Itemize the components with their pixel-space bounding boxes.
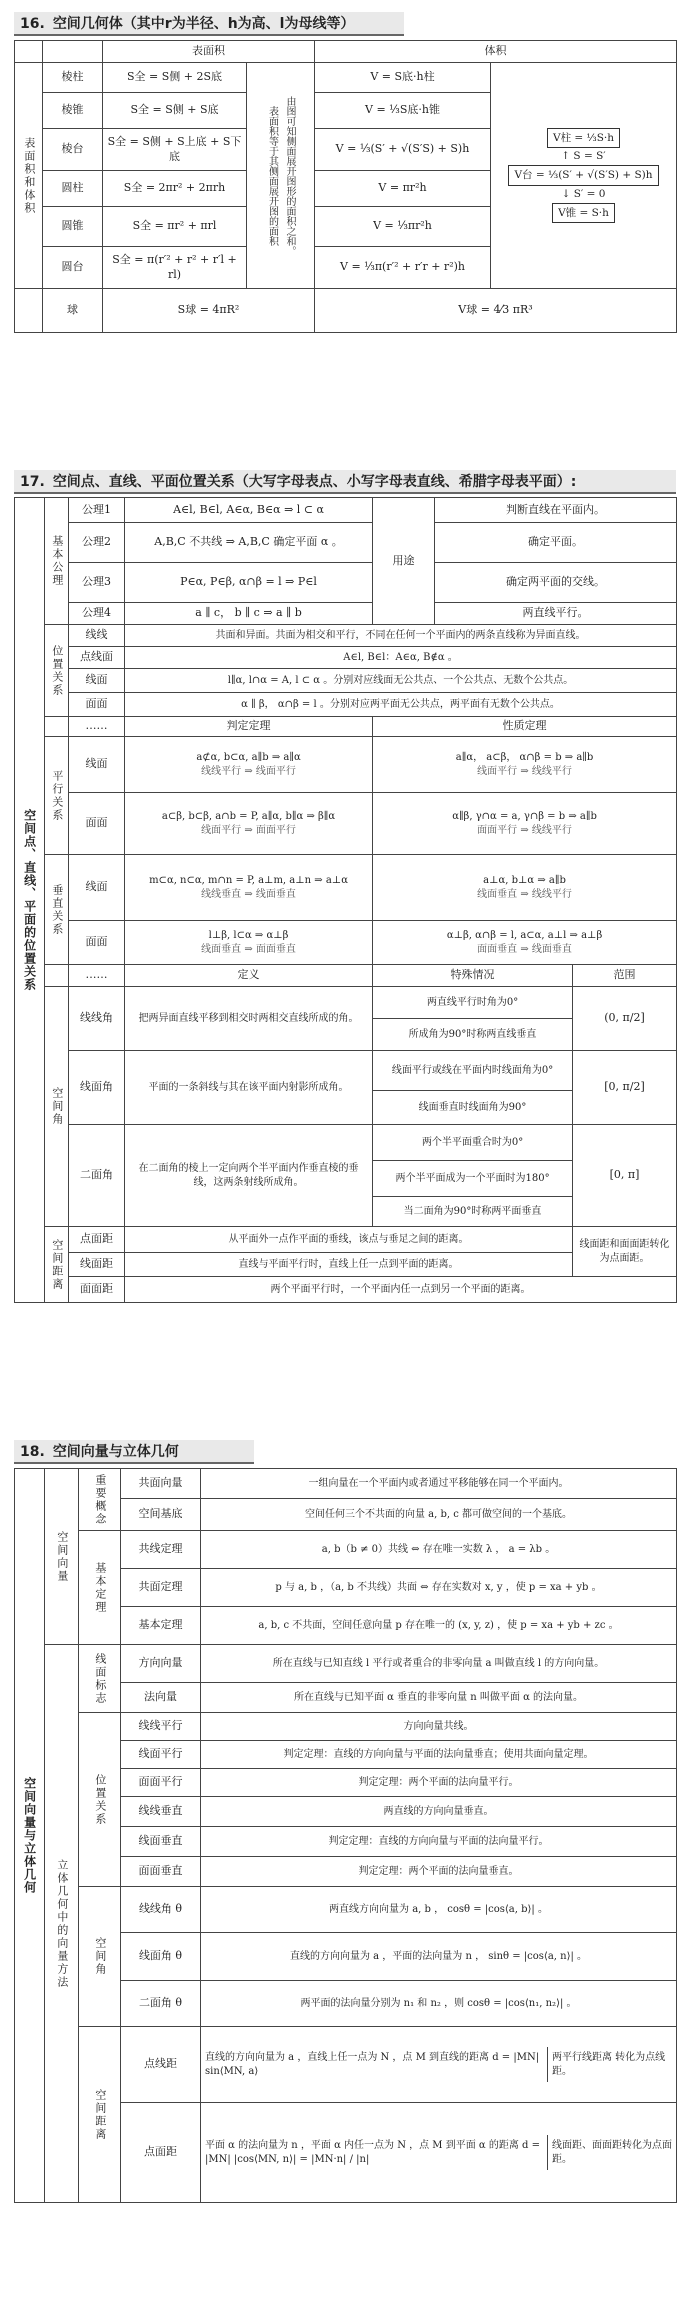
solid-name: 球	[43, 289, 103, 333]
head-special: 特殊情况	[373, 965, 573, 987]
section-title: 空间向量与立体几何	[52, 1444, 179, 1460]
posrel-label: 位置关系	[79, 1713, 121, 1887]
head-def: 定义	[125, 965, 373, 987]
area-formula: S全 = S侧 + 2S底	[103, 63, 247, 93]
vdist-label: 空间距离	[79, 2027, 121, 2203]
dist-name: 线面距	[69, 1253, 125, 1277]
axiom-name: 公理3	[69, 563, 125, 603]
solid-name: 圆柱	[43, 171, 103, 207]
dist-note: 线面距和面面距转化为点面距。	[573, 1227, 677, 1277]
angle-name: 线线角	[69, 987, 125, 1051]
pyramid-volume-box: V锥 = S·h	[552, 203, 615, 223]
sign-label: 线面标志	[79, 1645, 121, 1713]
area-note-2: 由图可知侧面展开图形的面积之和。	[284, 95, 295, 256]
area-note-1: 表面积等于其侧面展开图的面积	[266, 105, 278, 246]
axiom-content: P∈α, P∈β, α∩β = l ⇒ P∈l	[125, 563, 373, 603]
par-name: 面面	[69, 793, 125, 855]
vangle-content: 两直线方向向量为 a, b ， cosθ = |cos⟨a, b⟩| 。	[201, 1887, 677, 1933]
dist-content: 直线与平面平行时，直线上任一点到平面的距离。	[125, 1253, 573, 1277]
axiom-content: A,B,C 不共线 ⇒ A,B,C 确定平面 α 。	[125, 523, 373, 563]
posrel-name: 面面垂直	[121, 1857, 201, 1887]
volume-formula: V = ⅓(S′ + √(S′S) + S)h	[315, 129, 491, 171]
angle-def: 平面的一条斜线与其在该平面内射影所成角。	[125, 1051, 373, 1125]
section-number: 16.	[20, 16, 45, 32]
posrel-content: 两直线的方向向量垂直。	[201, 1797, 677, 1827]
axiom-name: 公理2	[69, 523, 125, 563]
pos-name: 面面	[69, 693, 125, 717]
angle-special: 线面垂直时线面角为90°	[373, 1091, 573, 1125]
pos-content: l∥α, l∩α = A, l ⊂ α 。分别对应线面无公共点、一个公共点、无数个公共点。	[125, 669, 677, 693]
solid-name: 棱柱	[43, 63, 103, 93]
head-area: 表面积	[103, 41, 315, 63]
axiom-use: 两直线平行。	[435, 603, 677, 625]
perp-judge: l⊥β, l⊂α ⇒ α⊥β	[208, 930, 289, 941]
vec-label: 空间向量	[45, 1469, 79, 1645]
dots: ……	[69, 717, 125, 737]
solid-name: 棱锥	[43, 93, 103, 129]
theorem-label: 基本定理	[79, 1531, 121, 1645]
dist-name: 面面距	[69, 1277, 125, 1303]
section-title: 空间几何体（其中r为半径、h为高、l为母线等）	[52, 16, 355, 32]
vdist-content: 平面 α 的法向量为 n ，平面 α 内任一点为 N ，点 M 到平面 α 的距离 d = |MN| |cos⟨MN, n⟩| = |MN·n| / |n|	[201, 2135, 548, 2170]
par-judge: a⊄α, b⊂α, a∥b ⇒ a∥α	[196, 752, 301, 763]
angle-def: 在二面角的棱上一定向两个半平面内作垂直棱的垂线，这两条射线所成角。	[125, 1125, 373, 1227]
angle-def: 把两异面直线平移到相交时两相交直线所成的角。	[125, 987, 373, 1051]
angle-range: [0, π]	[573, 1125, 677, 1227]
frustum-volume-box: V台 = ⅓(S′ + √(S′S) + S)h	[508, 165, 658, 185]
vdist-note: 线面距、面面距转化为点面距。	[552, 2140, 672, 2165]
posrel-name: 线面垂直	[121, 1827, 201, 1857]
area-formula: S全 = π(r′² + r² + r′l + rl)	[103, 247, 247, 289]
angle-range: [0, π/2]	[573, 1051, 677, 1125]
dist-label: 空间距离	[45, 1227, 69, 1303]
solid-name: 圆锥	[43, 207, 103, 247]
posrel-name: 线面平行	[121, 1741, 201, 1769]
sign-content: 所在直线与已知平面 α 垂直的非零向量 n 叫做平面 α 的法向量。	[201, 1683, 677, 1713]
method-label: 立体几何中的向量方法	[45, 1645, 79, 2203]
angle-name: 线面角	[69, 1051, 125, 1125]
theorem-content: p 与 a, b ，（a, b 不共线）共面 ⇔ 存在实数对 x, y ，使 p = xa + yb 。	[201, 1569, 677, 1607]
sign-name: 方向向量	[121, 1645, 201, 1683]
axiom-name: 公理4	[69, 603, 125, 625]
volume-formula: V = πr²h	[315, 171, 491, 207]
section-16-header	[14, 12, 404, 36]
concept-name: 空间基底	[121, 1499, 201, 1531]
perp-judge-note: 线线垂直 ⇒ 线面垂直	[201, 888, 296, 900]
axiom-content: A∈l, B∈l, A∈α, B∈α ⇒ l ⊂ α	[125, 498, 373, 523]
use-label: 用途	[373, 498, 435, 625]
space-vector-table	[14, 1468, 677, 2203]
sign-content: 所在直线与已知直线 l 平行或者重合的非零向量 a 叫做直线 l 的方向向量。	[201, 1645, 677, 1683]
area-formula: S全 = S侧 + S上底 + S下底	[103, 129, 247, 171]
concept-name: 共面向量	[121, 1469, 201, 1499]
posrel-name: 线线平行	[121, 1713, 201, 1741]
par-name: 线面	[69, 737, 125, 793]
angle-special: 两个半平面重合时为0°	[373, 1125, 573, 1161]
theorem-name: 共线定理	[121, 1531, 201, 1569]
area-formula: S球 = 4πR²	[103, 289, 315, 333]
head-volume: 体积	[315, 41, 677, 63]
volume-formula: V球 = 4⁄3 πR³	[315, 289, 677, 333]
volume-formula: V = ⅓S底·h锥	[315, 93, 491, 129]
vdist-note: 两平行线距离 转化为点线距。	[552, 2052, 666, 2077]
posrel-content: 方向向量共线。	[201, 1713, 677, 1741]
theorem-content: a, b, c 不共面，空间任意向量 p 存在唯一的 (x, y, z) ，使 p = xa + yb + zc 。	[201, 1607, 677, 1645]
vangle-name: 二面角 θ	[121, 1981, 201, 2027]
angle-range: (0, π/2]	[573, 987, 677, 1051]
angle-label: 空间角	[45, 987, 69, 1227]
vangle-content: 直线的方向向量为 a ，平面的法向量为 n ， sinθ = |cos⟨a, n⟩| 。	[201, 1933, 677, 1981]
axiom-name: 公理1	[69, 498, 125, 523]
par-prop-note: 面面平行 ⇒ 线线平行	[477, 824, 572, 836]
dots: ……	[69, 965, 125, 987]
position-relation-table	[14, 497, 677, 1303]
area-formula: S全 = S侧 + S底	[103, 93, 247, 129]
concept-content: 一组向量在一个平面内或者通过平移能够在同一个平面内。	[201, 1469, 677, 1499]
par-judge: a⊂β, b⊂β, a∩b = P, a∥α, b∥α ⇒ β∥α	[161, 811, 336, 822]
head-prop: 性质定理	[373, 717, 677, 737]
sign-name: 法向量	[121, 1683, 201, 1713]
volume-formula: V = ⅓π(r′² + r′r + r²)h	[315, 247, 491, 289]
side-label-area-volume: 表面积和体积	[15, 63, 43, 289]
vangle-name: 线面角 θ	[121, 1933, 201, 1981]
perp-name: 线面	[69, 855, 125, 921]
axiom-use: 确定平面。	[435, 523, 677, 563]
posrel-name: 线线垂直	[121, 1797, 201, 1827]
area-formula: S全 = 2πr² + 2πrh	[103, 171, 247, 207]
side-label-position: 空间点、直线、平面的位置关系	[15, 498, 45, 1303]
head-range: 范围	[573, 965, 677, 987]
concept-content: 空间任何三个不共面的向量 a, b, c 都可做空间的一个基底。	[201, 1499, 677, 1531]
pos-content: α ∥ β， α∩β = l 。分别对应两平面无公共点，两平面有无数个公共点。	[125, 693, 677, 717]
pos-name: 线面	[69, 669, 125, 693]
pos-content: 共面和异面。共面为相交和平行，不同在任何一个平面内的两条直线称为异面直线。	[125, 625, 677, 647]
dist-name: 点面距	[69, 1227, 125, 1253]
par-label: 平行关系	[45, 737, 69, 855]
pos-label: 位置关系	[45, 625, 69, 717]
theorem-name: 共面定理	[121, 1569, 201, 1607]
par-prop: α∥β, γ∩α = a, γ∩β = b ⇒ a∥b	[452, 811, 597, 822]
vangle-name: 线线角 θ	[121, 1887, 201, 1933]
section-number: 18.	[20, 1444, 45, 1460]
posrel-content: 判定定理：直线的方向向量与平面的法向量垂直；使用共面向量定理。	[201, 1741, 677, 1769]
dist-content: 两个平面平行时，一个平面内任一点到另一个平面的距离。	[125, 1277, 677, 1303]
angle-name: 二面角	[69, 1125, 125, 1227]
pos-name: 线线	[69, 625, 125, 647]
solid-name: 棱台	[43, 129, 103, 171]
relation-arrow-up: ↑ S = S′	[561, 149, 606, 162]
posrel-content: 判定定理：两个平面的法向量平行。	[201, 1769, 677, 1797]
volume-formula: V = S底·h柱	[315, 63, 491, 93]
posrel-content: 判定定理：直线的方向向量与平面的法向量平行。	[201, 1827, 677, 1857]
section-17-header	[14, 470, 676, 494]
theorem-content: a, b（b ≠ 0）共线 ⇔ 存在唯一实数 λ ， a = λb 。	[201, 1531, 677, 1569]
prism-volume-box: V柱 = ⅓S·h	[547, 128, 620, 148]
par-judge-note: 线面平行 ⇒ 面面平行	[201, 824, 296, 836]
vangle-label: 空间角	[79, 1887, 121, 2027]
section-number: 17.	[20, 474, 45, 490]
par-prop: a∥α， a⊂β， α∩β = b ⇒ a∥b	[455, 752, 594, 763]
perp-prop: α⊥β, α∩β = l, a⊂α, a⊥l ⇒ a⊥β	[446, 930, 603, 941]
perp-prop-note: 面面垂直 ⇒ 线面垂直	[477, 943, 572, 955]
vdist-content: 直线的方向向量为 a ，直线上任一点为 N ，点 M 到直线的距离 d = |MN| sin⟨MN, a⟩	[201, 2047, 548, 2082]
perp-judge-note: 线面垂直 ⇒ 面面垂直	[201, 943, 296, 955]
vangle-content: 两平面的法向量分别为 n₁ 和 n₂ ，则 cosθ = |cos⟨n₁, n₂⟩| 。	[201, 1981, 677, 2027]
relation-arrow-down: ↓ S′ = 0	[561, 187, 606, 200]
perp-name: 面面	[69, 921, 125, 965]
volume-formula: V = ⅓πr²h	[315, 207, 491, 247]
axiom-use: 判断直线在平面内。	[435, 498, 677, 523]
axiom-use: 确定两平面的交线。	[435, 563, 677, 603]
head-judge: 判定定理	[125, 717, 373, 737]
perp-judge: m⊂α, n⊂α, m∩n = P, a⊥m, a⊥n ⇒ a⊥α	[149, 875, 348, 886]
solid-name: 圆台	[43, 247, 103, 289]
angle-special: 所成角为90°时称两直线垂直	[373, 1019, 573, 1051]
side-label-vector: 空间向量与立体几何	[15, 1469, 45, 2203]
theorem-name: 基本定理	[121, 1607, 201, 1645]
pos-name: 点线面	[69, 647, 125, 669]
section-title: 空间点、直线、平面位置关系（大写字母表点、小写字母表直线、希腊字母表平面）:	[52, 474, 577, 490]
angle-special: 两个半平面成为一个平面时为180°	[373, 1161, 573, 1197]
concept-label: 重要概念	[79, 1469, 121, 1531]
par-prop-note: 线面平行 ⇒ 线线平行	[477, 765, 572, 777]
angle-special: 当二面角为90°时称两平面垂直	[373, 1197, 573, 1227]
angle-special: 线面平行或线在平面内时线面角为0°	[373, 1051, 573, 1091]
perp-prop: a⊥α, b⊥α ⇒ a∥b	[483, 875, 566, 886]
angle-special: 两直线平行时角为0°	[373, 987, 573, 1019]
axiom-label: 基本公理	[45, 498, 69, 625]
par-judge-note: 线线平行 ⇒ 线面平行	[201, 765, 296, 777]
vdist-name: 点线距	[121, 2027, 201, 2103]
volume-relation	[491, 63, 677, 289]
dist-content: 从平面外一点作平面的垂线，该点与垂足之间的距离。	[125, 1227, 573, 1253]
pos-content: A∈l, B∈l：A∈α, B∉α 。	[125, 647, 677, 669]
perp-label: 垂直关系	[45, 855, 69, 965]
posrel-name: 面面平行	[121, 1769, 201, 1797]
solid-geometry-table	[14, 40, 677, 333]
perp-prop-note: 线面垂直 ⇒ 线线平行	[477, 888, 572, 900]
section-18-header	[14, 1440, 254, 1464]
axiom-content: a ∥ c， b ∥ c ⇒ a ∥ b	[125, 603, 373, 625]
posrel-content: 判定定理：两个平面的法向量垂直。	[201, 1857, 677, 1887]
area-formula: S全 = πr² + πrl	[103, 207, 247, 247]
vdist-name: 点面距	[121, 2103, 201, 2203]
